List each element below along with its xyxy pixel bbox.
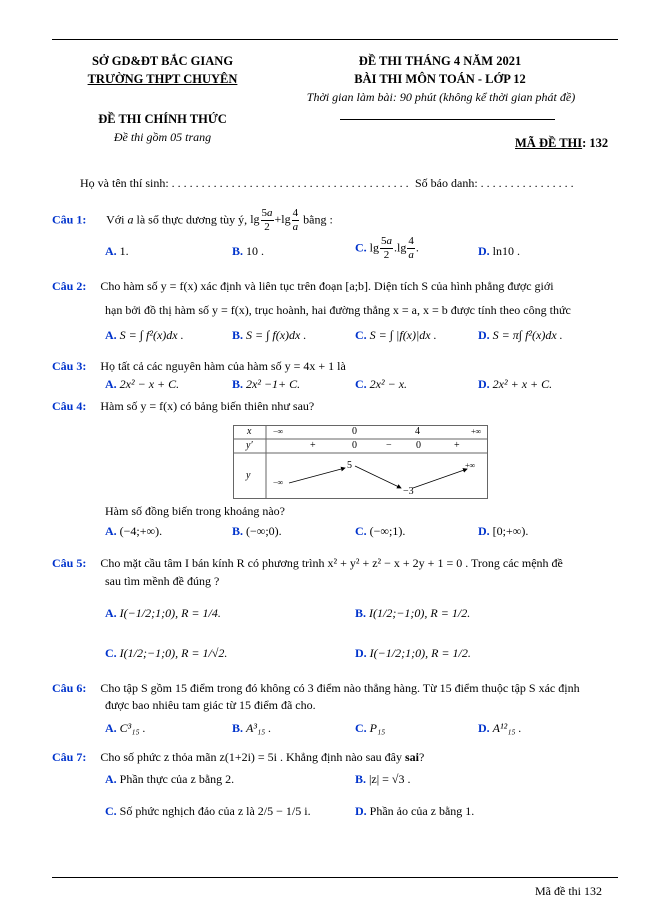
school-name: TRƯỜNG THPT CHUYÊN xyxy=(87,72,238,86)
page-count: Đề thi gồm 05 trang xyxy=(113,130,212,144)
question-5: Câu 5: Cho mặt cầu tâm I bán kính R có phương trình x² + y² + z² − x + 2y + 1 = 0 . Trong các mệnh đề xyxy=(52,556,563,570)
footer-rule xyxy=(52,877,618,878)
question-label: Câu 1: xyxy=(52,212,87,227)
q6-option-a[interactable]: A. C³₁₅ . xyxy=(105,721,146,735)
q5-option-d[interactable]: D. I(−1/2;1;0), R = 1/2. xyxy=(355,646,471,660)
q3-option-d[interactable]: D. 2x² + x + C. xyxy=(478,377,553,391)
question-4: Câu 4: Hàm số y = f(x) có bảng biến thiên như sau? xyxy=(52,399,315,413)
question-2-line2: hạn bởi đồ thị hàm số y = f(x), trục hoành, hai đường thẳng x = a, x = b được tính theo công thức xyxy=(105,303,571,317)
q5-option-c[interactable]: C. I(1/2;−1;0), R = 1/√2. xyxy=(105,646,228,660)
q1-option-d[interactable]: D. ln10 . xyxy=(478,244,521,258)
question-1: Câu 1: Với a là số thực dương tùy ý, lg $\frac{5a}{2}$ +lg $\frac{4}{a}$ bằng : xyxy=(52,207,333,233)
q4-option-a[interactable]: A. (−4;+∞). xyxy=(105,524,163,538)
question-4-followup: Hàm số đồng biến trong khoảng nào? xyxy=(105,504,285,518)
q6-option-c[interactable]: C. P₁₅ xyxy=(355,721,386,735)
candidate-name-field[interactable]: Họ và tên thí sinh: . . . . . . . . . . . . . . . . . . . . . . . . . . . . . . . . . . . . . . . . xyxy=(80,176,409,190)
q2-option-a[interactable]: A. S = ∫ f²(x)dx . xyxy=(105,328,184,342)
q3-option-b[interactable]: B. 2x² −1+ C. xyxy=(232,377,301,391)
department-name: SỞ GD&ĐT BẮC GIANG xyxy=(91,54,234,68)
question-2: Câu 2: Cho hàm số y = f(x) xác định và liên tục trên đoạn [a;b]. Diện tích S của hình phẳng được giới xyxy=(52,279,554,293)
question-6: Câu 6: Cho tập S gồm 15 điểm trong đó không có 3 điểm nào thẳng hàng. Từ 15 điểm thuộc tập S xác định xyxy=(52,681,580,695)
duration-rule xyxy=(340,119,555,120)
q1-option-a[interactable]: A. 1. xyxy=(105,244,129,258)
q4-option-c[interactable]: C. (−∞;1). xyxy=(355,524,406,538)
question-3: Câu 3: Họ tất cả các nguyên hàm của hàm số y = 4x + 1 là xyxy=(52,359,346,373)
variation-table: x −∞ 0 4 +∞ y′ + 0 − 0 + y −∞ 5 −3 +∞ xyxy=(233,425,488,499)
top-rule xyxy=(52,39,618,40)
exam-code-label: MÃ ĐỀ THI xyxy=(515,136,583,150)
q2-option-c[interactable]: C. S = ∫ |f(x)|dx . xyxy=(355,328,437,342)
variation-table-graphic xyxy=(233,425,488,499)
q5-option-a[interactable]: A. I(−1/2;1;0), R = 1/4. xyxy=(105,606,221,620)
q7-option-c[interactable]: C. Số phức nghịch đảo của z là 2/5 − 1/5 i. xyxy=(105,804,311,818)
q2-option-b[interactable]: B. S = ∫ f(x)dx . xyxy=(232,328,307,342)
q7-option-b[interactable]: B. |z| = √3 . xyxy=(355,772,411,786)
q1-option-b[interactable]: B. 10 . xyxy=(232,244,265,258)
exam-code xyxy=(515,136,608,151)
question-7: Câu 7: Cho số phức z thỏa mãn z(1+2i) = 5i . Khẳng định nào sau đây sai? xyxy=(52,750,425,764)
q1-option-c[interactable]: C. lg $\frac{5a}{2}$ .lg $\frac{4}{a}$ . xyxy=(355,235,419,261)
log-expression: lg $\frac{5a}{2}$ +lg $\frac{4}{a}$ xyxy=(250,207,299,233)
footer-exam-code: Mã đề thi 132 xyxy=(535,884,602,898)
q6-option-b[interactable]: B. A³₁₅ . xyxy=(232,721,272,735)
q4-option-d[interactable]: D. [0;+∞). xyxy=(478,524,529,538)
q7-option-d[interactable]: D. Phần ảo của z bằng 1. xyxy=(355,804,475,818)
exam-code-value: : 132 xyxy=(582,136,609,150)
official-label: ĐỀ THI CHÍNH THỨC xyxy=(98,112,227,126)
candidate-id-field[interactable]: Số báo danh: . . . . . . . . . . . . . . . . xyxy=(415,176,574,190)
q2-option-d[interactable]: D. S = π∫ f²(x)dx . xyxy=(478,328,563,342)
exam-title: ĐỀ THI THÁNG 4 NĂM 2021 xyxy=(358,54,522,68)
question-6-line2: được bao nhiêu tam giác từ 15 điểm đã cho. xyxy=(105,698,316,712)
q3-option-a[interactable]: A. 2x² − x + C. xyxy=(105,377,180,391)
q3-option-c[interactable]: C. 2x² − x. xyxy=(355,377,408,391)
q5-option-b[interactable]: B. I(1/2;−1;0), R = 1/2. xyxy=(355,606,471,620)
q6-option-d[interactable]: D. A¹²₁₅ . xyxy=(478,721,522,735)
question-5-line2: sau tìm mềnh đề đúng ? xyxy=(105,574,220,588)
exam-subject: BÀI THI MÔN TOÁN - LỚP 12 xyxy=(354,72,526,86)
exam-duration: Thời gian làm bài: 90 phút (không kể thời gian phát đề) xyxy=(306,90,576,104)
q4-option-b[interactable]: B. (−∞;0). xyxy=(232,524,282,538)
q7-option-a[interactable]: A. Phần thực của z bằng 2. xyxy=(105,772,235,786)
